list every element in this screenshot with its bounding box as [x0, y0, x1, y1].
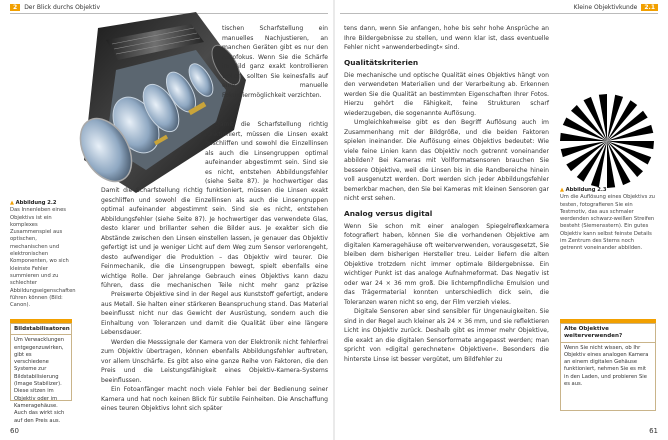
- paragraph: tischen Scharfstellung ein manuelles Nachjustieren, an manchen Geräten gibt es nur den Autofokus. Wenn Sie die Schärfe im Bild ganz exakt kontrollieren wollen, sollten Sie keinesfalls auf eine manuelle Fokussiermöglichkeit verzichten.: [222, 25, 328, 99]
- paragraph: Digitale Sensoren aber sind sensibler für Ungenauigkeiten. Sie sind in der Regel auch kleiner als 24 × 36 mm, und sie reflektieren Licht ins Objektiv zurück. Deshalb gibt es immer mehr Objektive, die exakt an die digitalen Sensorformate angepasst werden; man spricht von »digital gerechneten« Objektiven«. Besonders die hinterste Linse ist besser vergütet, um Bildfehler zu: [344, 308, 549, 363]
- chapter-number: 2: [10, 4, 20, 11]
- caption-text: Um die Auflösung eines Objektivs zu testen, fotografieren Sie ein Testmotiv, das aus schmaler werdenden schwarz-weißen Streifen besteht (Siemensstern). Ein gutes Objektiv kann selbst feinste Details im Zentrum des Sterns noch getrennt voneinander abbilden.: [560, 194, 655, 252]
- siemens-star-illustration: [558, 92, 656, 190]
- paragraph: Die mechanische und optische Qualität eines Objektivs hängt von den verwendeten Materialien und der Verarbeitung ab. Erkennen werden Sie die Qualität an bestimmten Eigenschaften Ihrer Fotos. Hierzu gehört die Fähigkeit, feine Strukturen scharf wiederzugeben, die sogenannte Auflösung.: [344, 71, 549, 117]
- page-number-right: 61: [649, 427, 658, 435]
- page-number-left: 60: [10, 427, 19, 435]
- paragraph: tens dann, wenn Sie anfangen, hohe bis sehr hohe Ansprüche an Ihre Bildergebnisse zu stellen, und wenn klar ist, dass eventuelle Fehler nicht »anwenderbedingt« sind.: [344, 25, 549, 51]
- paragraph: Werden die Messsignale der Kamera von der Elektronik nicht fehlerfrei zum Objektiv übertragen, können ebenfalls Abbildungsfehler auftreten, vor allem Unschärfe. Es gibt also eine ganze Reihe von Faktoren, die den Preis und die Leistungsfähigkeit eines Objektiv-Kamera-Systems beeinflussen.: [101, 338, 328, 384]
- section-heading: Analog versus digital: [344, 208, 433, 218]
- paragraph: Wenn Sie schon mit einer analogen Spiegelreflexkamera fotografiert haben, können Sie die vorhandenen Objektive am digitalen Kameragehäuse oft weiterverwenden, vorausgesetzt, Sie bleiben dem bisherigen Hersteller treu. Leider liefern die alten Objektive trotzdem nicht immer optimale Bildergebnisse. Ein wichtiger Punkt ist das analoge Aufnahmeformat. Das Negativ ist oder war 24 × 36 mm groß. Die lichtempfindliche Emulsion und das Trägermaterial konnten unterschiedlich dick sein, die Toleranzen waren nicht so eng, der Film verzieh vieles.: [344, 222, 549, 306]
- caption-arrow-icon: ▲: [10, 200, 14, 206]
- caption-label: Abbildung 2.3: [565, 187, 607, 193]
- sidebar-box-right: [560, 323, 656, 411]
- chapter-title: Kleine Objektivkunde: [573, 4, 638, 11]
- right-main-column: [344, 24, 549, 364]
- chapter-number: 2.1: [641, 4, 658, 11]
- sidebar-box-left: [10, 323, 72, 424]
- figure-caption-left: [10, 200, 76, 309]
- paragraph: Damit die Scharfstellung richtig funktioniert, müssen die Linsen exakt geschliffen und sowohl die Einzellinsen als auch die Linsengruppen optimal aufeinander abgestimmt sein. Sind sie es nicht, entstehen Abbildungsfehler (siehe Seite 87). Je hochwertiger das verwendete Glas, desto klarer und brillanter sehen die Bilder aus. Je exakter sich die Abstände zwischen den Linsen einstellen lassen, je genauer das Objektiv gefertigt ist und je weniger Licht auf dem Weg zum Sensor verlorengeht, desto aufwendiger die Produktion – das Objektiv wird teurer. Die Feinmechanik, die die Linsengruppen bewegt, spielt ebenfalls eine wichtige Rolle. Der jahrelange Gebrauch eines Objektivs kann dazu führen, dass die mechanischen Teile nicht mehr ganz präzise: [101, 187, 328, 289]
- left-text-full: [101, 186, 328, 414]
- star-wedge: [571, 105, 607, 141]
- sidebar-title: Alte Objektive weiterverwenden?: [561, 324, 655, 343]
- sidebar-text: Wenn Sie nicht wissen, ob Ihr Objektiv eines analogen Kamera an einem digitalen Gehäuse funktioniert, nehmen Sie es mit in den Laden, und probieren Sie es aus.: [564, 344, 649, 388]
- right-page: [334, 0, 668, 440]
- section-heading: Qualitätskriterien: [344, 57, 419, 67]
- star-wedge: [607, 141, 643, 177]
- figure-caption-right: [560, 187, 656, 253]
- sidebar-title: Bildstabilisatoren: [11, 324, 71, 335]
- right-running-header: [574, 4, 658, 11]
- header-rule: [340, 13, 658, 14]
- caption-text: Das Innenleben eines Objektivs ist ein komplexes Zusammenspiel aus optischen, mechanischen und elektronischen Komponenten, wo sich kleinste Fehler summieren und zu schlechter Abbildungseigenschaften führen können (Bild: Canon).: [10, 207, 76, 309]
- paragraph: Umgleichkehweise gibt es den Begriff Auflösung auch im Zusammenhang mit der Bildgröße, und die beiden Faktoren spielen ineinander. Die Auflösung eines Objektivs bedeutet: Wie viele feine Linien kann das Objektiv noch getrennt voneinander abbilden? Bei Kameras mit Vollformatsensoren brauchen Sie bessere Objektive, weil die Linsen bis in die Randbereiche hinein voll ausgenutzt werden. Dort werden sich jeder Abbildungsfehler bemerkbar machen, den Sie bei Kameras mit kleinen Sensoren gar nicht erst sehen.: [344, 119, 549, 202]
- sidebar-text: Um Verwacklungen entgegenzuwirken, gibt es verschiedene Systeme zur Bildstabilisierung (Image Stabilizer). Diese sitzen im Objektiv oder im Kameragehäuse. Auch das wirkt sich auf den Preis aus.: [14, 337, 65, 424]
- paragraph: Damit die Scharfstellung richtig funktioniert, müssen die Linsen exakt geschliffen und sowohl die Einzellinsen als auch die Linsengruppen optimal aufeinander abgestimmt sein. Sind sie es nicht, entstehen Abbildungsfehler (siehe Seite 87). Je hochwertiger das: [205, 121, 328, 185]
- left-text-wrap-mid: [205, 120, 328, 186]
- caption-arrow-icon: ▲: [560, 187, 564, 193]
- paragraph: Ein Fotoanfänger macht noch viele Fehler bei der Bedienung seiner Kamera und hat noch keinen Blick für subtile Feinheiten. Die Anschaffung eines teuren Objektivs lohnt sich später: [101, 386, 328, 412]
- caption-label: Abbildung 2.2: [15, 200, 57, 206]
- paragraph: Preiswerte Objektive sind in der Regel aus Kunststoff gefertigt, andere aus Metall. Sie halten einer stärkeren Beanspruchung stand. Das Material beeinflusst nicht nur das Gewicht der Ausrüstung, sondern auch die Einhaltung von Toleranzen und damit die Qualität über eine längere Lebensdauer.: [101, 291, 328, 336]
- left-text-wrap-top: [222, 24, 328, 100]
- chapter-title: Der Blick durchs Objektiv: [24, 4, 101, 11]
